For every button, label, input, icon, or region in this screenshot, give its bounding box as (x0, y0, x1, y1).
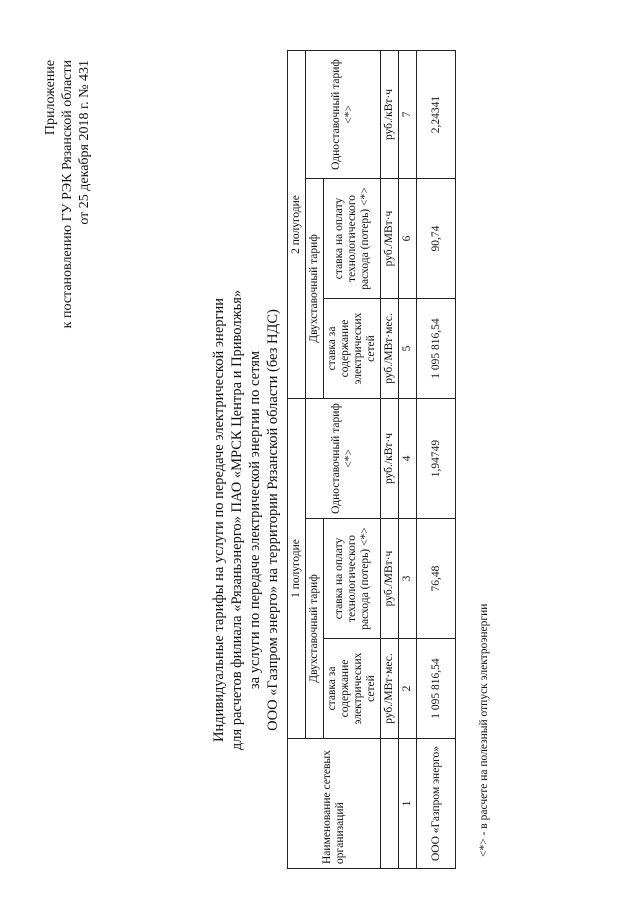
column-number: 4 (399, 399, 417, 519)
unit-cell-empty (381, 739, 399, 869)
appendix-header (42, 60, 93, 480)
unit-cell: руб./кВт·ч (381, 399, 399, 519)
appendix-label: Приложение (43, 60, 58, 136)
column-number: 1 (399, 739, 417, 869)
document-title (210, 220, 282, 820)
title-line-4: ООО «Газпром энерго» на территории Рязанской области (без НДС) (265, 309, 281, 731)
one-rate-header-1: Одноставочный тариф <*> (306, 399, 381, 519)
one-rate-header-2: Одноставочный тариф <*> (306, 51, 381, 179)
units-row (381, 51, 399, 869)
column-number-row (399, 51, 417, 869)
appendix-date: от 25 декабря 2018 г. № 431 (77, 60, 92, 225)
unit-cell: руб./МВт·ч (381, 519, 399, 639)
value-cell: 76,48 (417, 519, 456, 639)
rate-loss-header-1: ставка на оплату технологического расхода (потерь) <*> (324, 519, 381, 639)
footnote: <*> - в расчете на полезный отпуск электроэнергии (478, 603, 490, 857)
value-cell: 90,74 (417, 179, 456, 299)
table-row (417, 51, 456, 869)
half1-header: 1 полугодие (288, 399, 306, 739)
column-number: 3 (399, 519, 417, 639)
value-cell: 1 095 816,54 (417, 639, 456, 739)
appendix-resolution: к постановлению ГУ РЭК Рязанской области (60, 60, 75, 329)
unit-cell: руб./МВт·ч (381, 179, 399, 299)
two-rate-header-1: Двухставочный тариф (306, 519, 324, 739)
value-cell: 1,94749 (417, 399, 456, 519)
unit-cell: руб./МВт·мес. (381, 639, 399, 739)
two-rate-header-2: Двухставочный тариф (306, 179, 324, 399)
unit-cell: руб./кВт·ч (381, 51, 399, 179)
rate-maint-header-2: ставка за содержание электрических сетей (324, 299, 381, 399)
value-cell: 2,24341 (417, 51, 456, 179)
rate-loss-header-2: ставка на оплату технологического расхода (потерь) <*> (324, 179, 381, 299)
org-header: Наименование сетевых организаций (288, 739, 381, 869)
column-number: 2 (399, 639, 417, 739)
column-number: 6 (399, 179, 417, 299)
rate-maint-header-1: ставка за содержание электрических сетей (324, 639, 381, 739)
column-number: 5 (399, 299, 417, 399)
org-name-cell: ООО «Газпром энерго» (417, 739, 456, 869)
value-cell: 1 095 816,54 (417, 299, 456, 399)
title-line-2: для расчетов филиала «Рязаньэнерго» ПАО «МРСК Центра и Приволжья» (229, 289, 245, 751)
unit-cell: руб./МВт·мес. (381, 299, 399, 399)
title-line-1: Индивидуальные тарифы на услуги по передаче электрической энергии (211, 298, 227, 742)
half2-header: 2 полугодие (288, 51, 306, 399)
tariff-table (287, 50, 456, 869)
column-number: 7 (399, 51, 417, 179)
title-line-3: за услуги по передаче электрической энергии по сетям (247, 350, 263, 690)
